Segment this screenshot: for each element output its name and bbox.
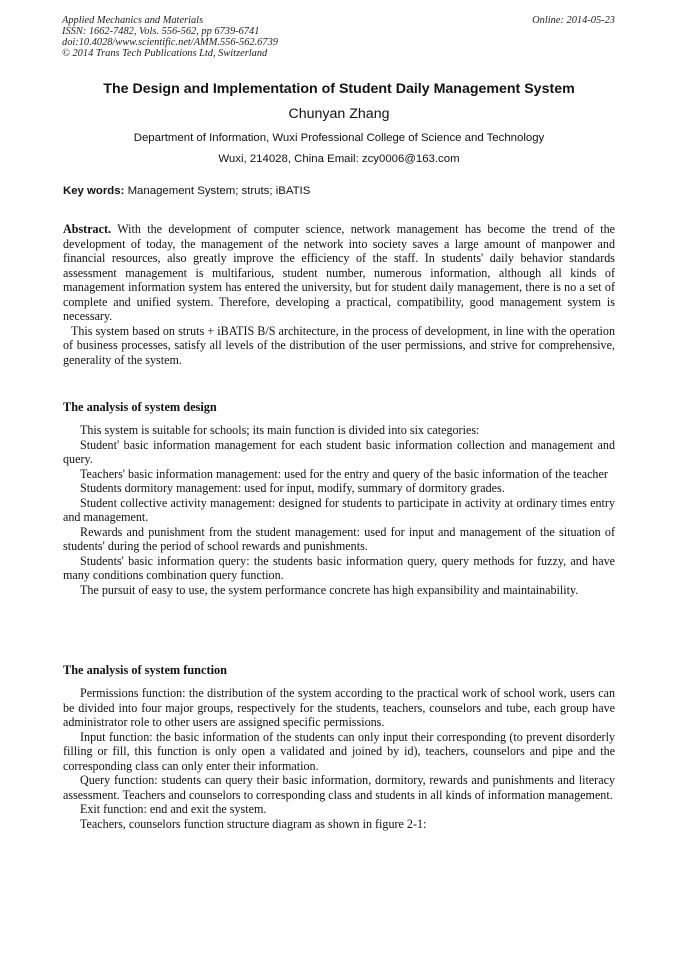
paper-title: The Design and Implementation of Student Daily Management System (103, 81, 575, 97)
paragraph: Student collective activity management: designed for students to participate in activity at ordinary times entry and management. (63, 495, 615, 524)
copyright-line: © 2014 Trans Tech Publications Ltd, Switzerland (62, 48, 268, 59)
paragraph: Permissions function: the distribution of the system according to the practical work of school work, users can be divided into four major groups, respectively for the students, teachers, counselors and tube, each group have administrator role to other users are assigned specific permissions. (63, 686, 615, 729)
online-date: Online: 2014-05-23 (532, 15, 615, 26)
affiliation-line-1: Department of Information, Wuxi Professional College of Science and Technology (133, 132, 545, 144)
paragraph: Teachers, counselors function structure diagram as shown in figure 2-1: (80, 816, 427, 831)
paragraph: Input function: the basic information of the students can only input their corresponding (to prevent disorderly filling or fill, this function is only open a validated and joined by id), teachers, counselors and pipe and the corresponding class can only enter their information. (63, 729, 615, 773)
abstract-paragraph-2: This system based on struts + iBATIS B/S architecture, in the process of development, in line with the operation of business processes, satisfy all levels of the distribution of the user permissions, and strive for comprehensive, generality of the system. (63, 323, 615, 367)
abstract-paragraph-1: Abstract. With the development of computer science, network management has become the trend of the development of today, the management of the network into society saves a large amount of manpower and financial resources, also greatly improve the efficiency of the staff. In students' daily behavior standards assessment management is multifarious, student number, numerous information, although all kinds of management information system has entered the university, but for student daily management, there is no a set of complete and unified system. Therefore, developing a practical, compatibility, good management system is necessary. (63, 222, 615, 323)
paragraph: Students dormitory management: used for input, modify, summary of dormitory grades. (80, 481, 505, 495)
affiliation-line-2: Wuxi, 214028, China Email: zcy0006@163.com (218, 153, 460, 165)
paragraph: Rewards and punishment from the student management: used for input and management of the situation of students' during the period of school rewards and punishments. (63, 524, 615, 553)
journal-header (62, 15, 278, 59)
paragraph: Teachers' basic information management: used for the entry and query of the basic information of the teacher (80, 466, 608, 481)
paragraph: This system is suitable for schools; its main function is divided into six categories: (80, 423, 480, 437)
paragraph: The pursuit of easy to use, the system performance concrete has high expansibility and maintainability. (80, 582, 579, 597)
issn-line: ISSN: 1662-7482, Vols. 556-562, pp 6739-6741 (62, 26, 260, 37)
journal-name: Applied Mechanics and Materials (62, 15, 204, 26)
keywords (63, 184, 310, 198)
section-design-body (63, 423, 615, 597)
section-function-body (63, 686, 615, 831)
keywords-list: Management System; struts; iBATIS (124, 185, 311, 197)
keywords-label: Key words: (63, 185, 125, 197)
paragraph: Query function: students can query their basic information, dormitory, rewards and punishments and literacy assessment. Teachers and counselors to corresponding class and students in all kinds of information management. (63, 773, 615, 802)
paragraph: Student' basic information management for each student basic information collection and management and query. (63, 437, 615, 466)
abstract-block (63, 222, 615, 367)
abstract-label: Abstract. (63, 222, 112, 236)
author-name: Chunyan Zhang (288, 106, 390, 122)
section-heading-design: The analysis of system design (63, 400, 217, 414)
paragraph: Students' basic information query: the students basic information query, query methods for fuzzy, and have many conditions combination query function. (63, 553, 615, 582)
paragraph: Exit function: end and exit the system. (80, 802, 267, 816)
section-heading-function: The analysis of system function (63, 663, 227, 677)
doi-line: doi:10.4028/www.scientific.net/AMM.556-562.6739 (62, 37, 278, 48)
